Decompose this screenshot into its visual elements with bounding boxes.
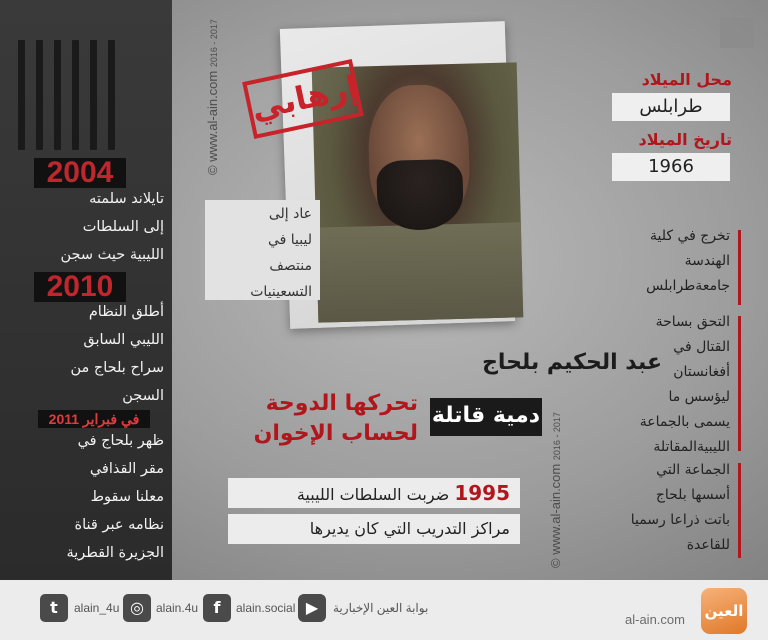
event-2011-text xyxy=(14,427,164,567)
group-line: أسسها بلحاج xyxy=(655,487,730,503)
event-2010-line: السجن xyxy=(122,388,164,404)
birthdate-value: 1966 xyxy=(612,153,730,181)
site-url[interactable]: al-ain.com xyxy=(625,612,685,627)
killer-doll-badge: دمية قاتلة xyxy=(430,398,542,436)
twitter-icon[interactable]: t xyxy=(40,594,68,622)
afghanistan-text xyxy=(585,310,730,460)
facebook-handle[interactable]: alain.social xyxy=(236,601,296,615)
event-2011-line: الجزيرة القطرية xyxy=(66,545,164,561)
event-2004-line: إلى السلطات xyxy=(82,219,164,235)
afghanistan-line: القتال في xyxy=(673,339,730,355)
event-2011-line: مقر القذافي xyxy=(89,461,164,477)
year-2010: 2010 xyxy=(34,272,126,302)
event-2004-text xyxy=(14,185,164,269)
subtitle-line: تحركها الدوحة xyxy=(265,391,418,416)
prison-bars-graphic xyxy=(10,40,130,160)
education-line: تخرج في كلية xyxy=(650,228,730,244)
timeline-panel xyxy=(0,0,172,580)
group-line: الجماعة التي xyxy=(656,462,730,478)
event-2004-line: الليبية حيث سجن xyxy=(60,247,164,263)
footer-bar xyxy=(0,580,768,640)
facebook-icon[interactable]: f xyxy=(203,594,231,622)
return-note-line: عاد إلى xyxy=(268,206,312,222)
birthplace-value: طرابلس xyxy=(612,93,730,121)
group-line: للقاعدة xyxy=(686,537,730,553)
afghanistan-line: يسمى بالجماعة xyxy=(639,414,730,430)
accent-line xyxy=(738,316,741,451)
event-2010-line: أطلق النظام xyxy=(88,304,164,320)
instagram-handle[interactable]: alain.4u xyxy=(156,601,199,615)
event-1995-band xyxy=(228,478,520,508)
watermark-years: 2016 - 2017 xyxy=(209,19,219,68)
seal-graphic xyxy=(720,18,754,48)
return-note-line: منتصف xyxy=(269,258,312,274)
year-1995: 1995 xyxy=(454,481,510,505)
event-2010-text xyxy=(14,298,164,410)
watermark-years: 2016 - 2017 xyxy=(552,412,562,461)
training-band: مراكز التدريب التي كان يديرها xyxy=(228,514,520,544)
event-2010-line: سراح بلحاج من xyxy=(70,360,164,376)
brand-logo[interactable]: العين xyxy=(701,588,747,634)
education-line: جامعةطرابلس xyxy=(646,278,730,294)
youtube-channel[interactable]: بوابة العين الإخبارية xyxy=(333,601,429,615)
return-note-line: ليبيا في xyxy=(267,232,312,248)
education-text xyxy=(585,224,730,299)
birthplace-label: محل الميلاد xyxy=(641,70,732,89)
accent-line xyxy=(738,230,741,305)
terrorist-stamp: إرهابي xyxy=(242,59,364,139)
return-note xyxy=(205,200,320,300)
education-line: الهندسة xyxy=(684,253,730,269)
event-2011-line: معلنا سقوط xyxy=(90,489,164,505)
watermark-url: www.al-ain.com xyxy=(205,70,220,162)
event-2011-line: نظامه عبر قناة xyxy=(74,517,164,533)
afghanistan-line: الليبيةالمقاتلة xyxy=(653,439,730,455)
instagram-icon[interactable]: ◎ xyxy=(123,594,151,622)
watermark-top xyxy=(205,19,220,175)
headline-subtitle xyxy=(218,389,418,449)
event-2004-line: تايلاند سلمته xyxy=(89,191,164,207)
afghanistan-line: أفغانستان xyxy=(673,364,730,380)
birthdate-label: تاريخ الميلاد xyxy=(638,130,732,149)
year-feb-2011: في فبراير 2011 xyxy=(38,410,150,428)
twitter-handle[interactable]: alain_4u xyxy=(74,601,120,615)
group-text xyxy=(585,458,730,558)
person-name: عبد الحكيم بلحاج xyxy=(482,350,662,375)
subtitle-line: لحساب الإخوان xyxy=(253,421,418,446)
event-1995-text: ضربت السلطات الليبية xyxy=(296,485,450,504)
return-note-line: التسعينيات xyxy=(250,284,312,300)
accent-line xyxy=(738,463,741,558)
watermark-bottom xyxy=(548,412,563,568)
event-2011-line: ظهر بلحاج في xyxy=(77,433,164,449)
event-2010-line: الليبي السابق xyxy=(83,332,164,348)
youtube-icon[interactable]: ▶ xyxy=(298,594,326,622)
afghanistan-line: التحق بساحة xyxy=(655,314,730,330)
copyright-icon: © xyxy=(205,165,220,175)
watermark-url: www.al-ain.com xyxy=(548,463,563,555)
year-2004: 2004 xyxy=(34,158,126,188)
group-line: باتت ذراعا رسميا xyxy=(630,512,730,528)
afghanistan-line: ليؤسس ما xyxy=(668,389,730,405)
copyright-icon: © xyxy=(548,558,563,568)
